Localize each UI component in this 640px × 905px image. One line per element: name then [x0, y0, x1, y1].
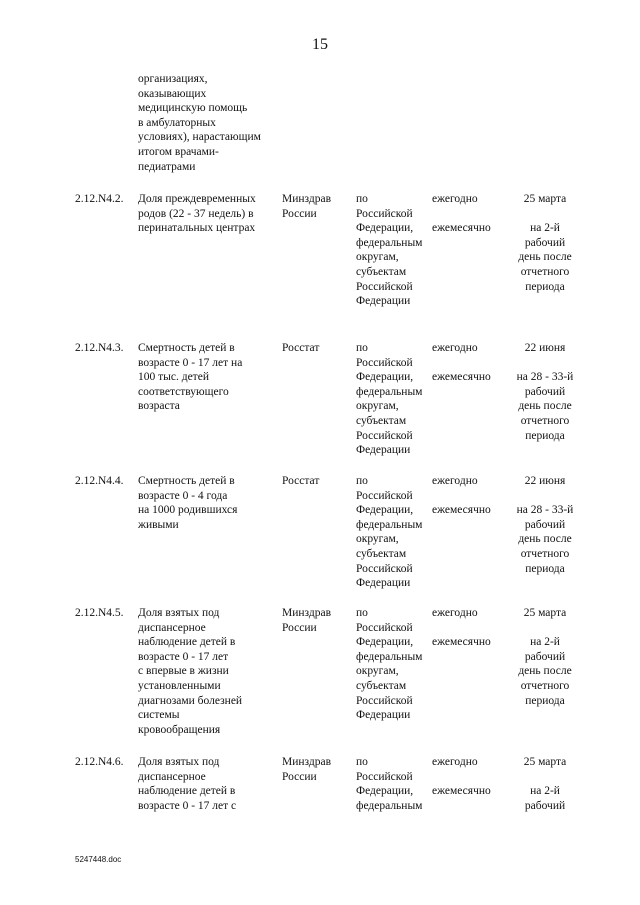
aggregation-level — [356, 606, 422, 723]
text-line: возрасте 0 - 17 лет — [138, 650, 229, 663]
text-line: Минздрав — [282, 193, 332, 205]
text-line: Российской — [356, 356, 413, 369]
indicator-name — [138, 341, 242, 414]
text-line: Российской — [356, 489, 413, 502]
text-line: Федерации, — [356, 222, 414, 235]
text-line: субъектам — [356, 414, 407, 427]
text-line: на 1000 родившихся — [138, 504, 238, 517]
text-line: субъектам — [356, 679, 407, 692]
period-annual: ежегодно — [432, 607, 478, 619]
text-line: Доля преждевременных — [138, 193, 256, 205]
deadline — [500, 474, 590, 576]
deadline-annual: 25 марта — [523, 607, 567, 619]
text-line: день после — [518, 400, 572, 413]
period-annual: ежегодно — [432, 193, 478, 205]
text-line: субъектам — [356, 547, 407, 560]
text-line: по — [356, 475, 368, 487]
text-line: рабочий — [524, 799, 566, 812]
text-line: медицинскую помощь — [138, 102, 248, 115]
periodicity — [432, 755, 491, 799]
text-line: по — [356, 756, 368, 768]
aggregation-level — [356, 192, 422, 309]
text-line: рабочий — [524, 518, 566, 531]
text-line: Федерации, — [356, 636, 414, 649]
text-line: на 2-й — [530, 785, 560, 798]
text-line: федеральным — [356, 518, 423, 531]
text-line: отчетного — [520, 679, 570, 692]
text-line: Доля взятых под — [138, 756, 220, 768]
period-monthly: ежемесячно — [432, 636, 491, 649]
text-line: диагнозами болезней — [138, 694, 243, 707]
text-line: день после — [518, 665, 572, 678]
text-line: Смертность детей в — [138, 342, 235, 354]
text-line: родов (22 - 37 недель) в — [138, 207, 254, 220]
text-line: округам, — [356, 251, 399, 264]
text-line: на 2-й — [530, 222, 560, 235]
data-source — [282, 192, 331, 221]
text-line: условиях), нарастающим — [138, 131, 261, 144]
periodicity — [432, 606, 491, 650]
text-line: периода — [525, 562, 565, 575]
text-line: по — [356, 193, 368, 205]
text-line: рабочий — [524, 650, 566, 663]
text-line: Российской — [356, 621, 413, 634]
continuation-name — [138, 72, 261, 174]
indicator-code: 2.12.N4.5. — [75, 607, 124, 619]
text-line: на 28 - 33-й — [516, 504, 574, 517]
text-line: оказывающих — [138, 87, 207, 100]
text-line: Федерации — [356, 709, 411, 722]
text-line: 100 тыс. детей — [138, 371, 209, 384]
text-line: Федерации — [356, 295, 411, 308]
text-line: Российской — [356, 429, 413, 442]
aggregation-level — [356, 755, 422, 813]
page-number: 15 — [312, 36, 328, 53]
text-line: Российской — [356, 207, 413, 220]
text-line: педиатрами — [138, 160, 196, 173]
text-line: субъектам — [356, 265, 407, 278]
text-line: Росстат — [282, 342, 320, 354]
text-line: возрасте 0 - 4 года — [138, 489, 228, 502]
text-line: Минздрав — [282, 756, 332, 768]
deadline-annual: 25 марта — [523, 193, 567, 205]
text-line: Российской — [356, 280, 413, 293]
text-line: возраста — [138, 400, 180, 413]
text-line: округам, — [356, 400, 399, 413]
text-line: федеральным — [356, 385, 423, 398]
text-line: отчетного — [520, 414, 570, 427]
periodicity — [432, 474, 491, 518]
text-line: с впервые в жизни — [138, 665, 229, 678]
text-line: организациях, — [138, 73, 208, 85]
text-line: Российской — [356, 770, 413, 783]
indicator-code: 2.12.N4.3. — [75, 342, 124, 354]
text-line: Российской — [356, 562, 413, 575]
indicator-code: 2.12.N4.6. — [75, 756, 124, 768]
text-line: по — [356, 607, 368, 619]
data-source — [282, 755, 331, 784]
text-line: периода — [525, 280, 565, 293]
text-line: соответствующего — [138, 385, 229, 398]
text-line: Росстат — [282, 475, 320, 487]
data-source — [282, 474, 319, 489]
text-line: день после — [518, 251, 572, 264]
text-line: округам, — [356, 533, 399, 546]
text-line: на 28 - 33-й — [516, 371, 574, 384]
text-line: федеральным — [356, 799, 423, 812]
periodicity — [432, 192, 491, 236]
text-line: установленными — [138, 679, 221, 692]
text-line: возрасте 0 - 17 лет с — [138, 799, 237, 812]
text-line: рабочий — [524, 236, 566, 249]
data-source — [282, 606, 331, 635]
period-monthly: ежемесячно — [432, 504, 491, 517]
text-line: кровообращения — [138, 723, 221, 736]
text-line: России — [282, 621, 317, 634]
indicator-name — [138, 192, 256, 236]
text-line: периода — [525, 694, 565, 707]
text-line: день после — [518, 533, 572, 546]
text-line: рабочий — [524, 385, 566, 398]
deadline — [500, 341, 590, 443]
deadline — [500, 755, 590, 813]
text-line: округам, — [356, 665, 399, 678]
text-line: Федерации — [356, 577, 411, 590]
text-line: России — [282, 207, 317, 220]
period-annual: ежегодно — [432, 475, 478, 487]
deadline-annual: 22 июня — [524, 475, 566, 487]
indicator-code: 2.12.N4.2. — [75, 193, 124, 205]
text-line: по — [356, 342, 368, 354]
indicator-name — [138, 755, 236, 813]
text-line: системы — [138, 709, 180, 722]
text-line: перинатальных центрах — [138, 222, 256, 235]
period-monthly: ежемесячно — [432, 785, 491, 798]
text-line: диспансерное — [138, 621, 206, 634]
text-line: федеральным — [356, 650, 423, 663]
text-line: живыми — [138, 518, 179, 531]
deadline-annual: 25 марта — [523, 756, 567, 768]
text-line: Федерации, — [356, 371, 414, 384]
text-line: в амбулаторных — [138, 116, 216, 129]
period-monthly: ежемесячно — [432, 371, 491, 384]
text-line: Федерации — [356, 444, 411, 457]
deadline — [500, 606, 590, 708]
text-line: итогом врачами- — [138, 145, 219, 158]
text-line: Федерации, — [356, 504, 414, 517]
data-source — [282, 341, 319, 356]
deadline-annual: 22 июня — [524, 342, 566, 354]
indicator-name — [138, 474, 237, 532]
text-line: Доля взятых под — [138, 607, 220, 619]
deadline — [500, 192, 590, 294]
text-line: Минздрав — [282, 607, 332, 619]
period-annual: ежегодно — [432, 756, 478, 768]
text-line: Смертность детей в — [138, 475, 235, 487]
text-line: диспансерное — [138, 770, 206, 783]
text-line: отчетного — [520, 547, 570, 560]
text-line: России — [282, 770, 317, 783]
aggregation-level — [356, 474, 422, 591]
text-line: Федерации, — [356, 785, 414, 798]
text-line: федеральным — [356, 236, 423, 249]
text-line: наблюдение детей в — [138, 785, 236, 798]
indicator-code: 2.12.N4.4. — [75, 475, 124, 487]
aggregation-level — [356, 341, 422, 458]
text-line: Российской — [356, 694, 413, 707]
period-annual: ежегодно — [432, 342, 478, 354]
text-line: периода — [525, 429, 565, 442]
periodicity — [432, 341, 491, 385]
text-line: отчетного — [520, 265, 570, 278]
text-line: на 2-й — [530, 636, 560, 649]
document-filename: 5247448.doc — [75, 855, 122, 864]
text-line: наблюдение детей в — [138, 636, 236, 649]
period-monthly: ежемесячно — [432, 222, 491, 235]
indicator-name — [138, 606, 242, 737]
text-line: возрасте 0 - 17 лет на — [138, 356, 243, 369]
